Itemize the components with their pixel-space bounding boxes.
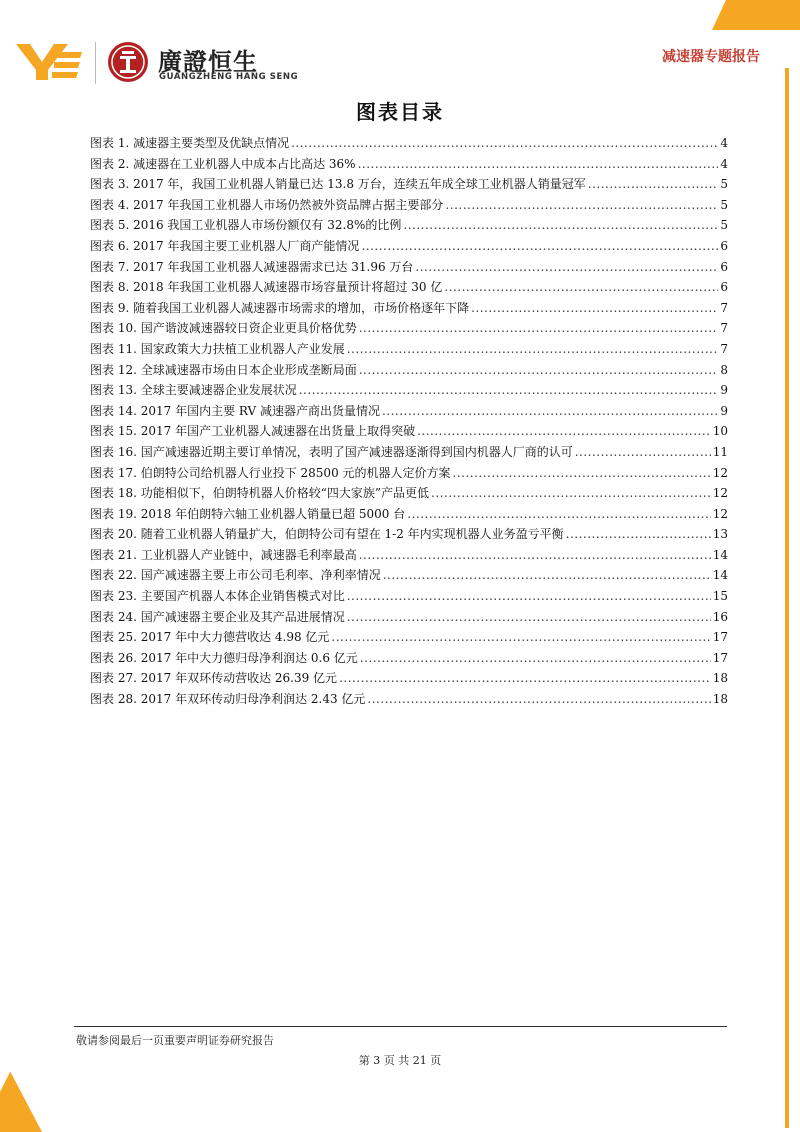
toc-entry-page: 6 [720, 238, 728, 253]
toc-entry-label: 图表 21. 工业机器人产业链中，减速器毛利率最高 [90, 547, 357, 562]
toc-entry[interactable] [90, 174, 728, 195]
toc-dot-leader [339, 668, 711, 689]
toc-entry-page: 14 [712, 547, 728, 562]
toc-dot-leader [471, 298, 718, 319]
toc-dot-leader [415, 257, 718, 278]
toc-entry[interactable] [90, 689, 728, 710]
toc-entry-label: 图表 15. 2017 年国产工业机器人减速器在出货量上取得突破 [90, 424, 416, 439]
logo-english-name: GUANGZHENG HANG SENG [159, 72, 299, 82]
toc-entry-label: 图表 19. 2018 年伯朗特六轴工业机器人销量已超 5000 台 [90, 506, 406, 521]
toc-entry[interactable] [90, 565, 728, 586]
toc-entry-label: 图表 12. 全球减速器市场由日本企业形成垄断局面 [90, 362, 357, 377]
toc-entry-page: 7 [720, 341, 728, 356]
toc-entry-page: 18 [712, 692, 728, 707]
toc-entry[interactable] [90, 298, 728, 319]
toc-dot-leader [299, 380, 719, 401]
toc-entry[interactable] [90, 627, 728, 648]
toc-entry-label: 图表 27. 2017 年双环传动营收达 26.39 亿元 [90, 671, 338, 686]
toc-entry-page: 4 [720, 156, 728, 171]
toc-entry-page: 16 [712, 609, 728, 624]
footer-divider [74, 1026, 727, 1027]
toc-entry-label: 图表 14. 2017 年国内主要 RV 减速器产商出货量情况 [90, 403, 380, 418]
toc-dot-leader [575, 442, 711, 463]
toc-entry-label: 图表 13. 全球主要减速器企业发展状况 [90, 383, 297, 398]
toc-entry-label: 图表 1. 减速器主要类型及优缺点情况 [90, 136, 290, 150]
toc-entry[interactable] [90, 318, 728, 339]
toc-entry[interactable] [90, 277, 728, 298]
toc-entry-label: 图表 9. 随着我国工业机器人减速器市场需求的增加，市场价格逐年下降 [90, 300, 470, 315]
toc-entry-label: 图表 20. 随着工业机器人销量扩大，伯朗特公司有望在 1-2 年内实现机器人业务盈亏平衡 [90, 527, 564, 542]
toc-list [90, 133, 728, 710]
toc-dot-leader [453, 463, 711, 484]
toc-dot-leader [403, 215, 718, 236]
toc-entry-label: 图表 28. 2017 年双环传动归母净利润达 2.43 亿元 [90, 692, 366, 707]
toc-entry-page: 17 [712, 650, 728, 665]
toc-entry[interactable] [90, 607, 728, 628]
toc-entry[interactable] [90, 236, 728, 257]
footer-disclaimer: 敬请参阅最后一页重要声明证券研究报告 [76, 1034, 274, 1047]
corner-accent-cut [712, 0, 726, 30]
toc-entry[interactable] [90, 586, 728, 607]
toc-entry[interactable] [90, 463, 728, 484]
toc-dot-leader [588, 174, 719, 195]
toc-entry[interactable] [90, 380, 728, 401]
toc-dot-leader [407, 504, 710, 525]
logo-chinese-name: 廣證恒生 [158, 48, 258, 76]
toc-entry-page: 11 [712, 444, 728, 459]
toc-entry-page: 17 [712, 630, 728, 645]
toc-entry-label: 图表 17. 伯朗特公司给机器人行业投下 28500 元的机器人定价方案 [90, 465, 451, 480]
toc-entry-label: 图表 4. 2017 年我国工业机器人市场仍然被外资品牌占据主要部分 [90, 197, 444, 212]
toc-entry-page: 7 [720, 321, 728, 336]
toc-entry[interactable] [90, 257, 728, 278]
toc-dot-leader [359, 360, 719, 381]
toc-dot-leader [431, 483, 711, 504]
toc-entry-page: 5 [720, 197, 728, 212]
ye-logo-icon [14, 40, 84, 84]
toc-dot-leader [359, 318, 719, 339]
toc-entry-page: 6 [720, 280, 728, 295]
footer-page-number: 第 3 页 共 21 页 [358, 1054, 442, 1067]
toc-dot-leader [360, 648, 711, 669]
right-accent-rule [785, 68, 789, 1128]
toc-entry-page: 13 [712, 527, 728, 542]
toc-entry-page: 6 [720, 259, 728, 274]
toc-entry-label: 图表 6. 2017 年我国主要工业机器人厂商产能情况 [90, 238, 360, 253]
toc-entry-page: 8 [720, 362, 728, 377]
toc-entry-page: 12 [712, 465, 728, 480]
toc-entry-page: 15 [712, 589, 728, 604]
toc-entry-label: 图表 16. 国产减速器近期主要订单情况，表明了国产减速器逐渐得到国内机器人厂商的认可 [90, 444, 573, 459]
toc-entry[interactable] [90, 133, 728, 154]
toc-entry-label: 图表 3. 2017 年，我国工业机器人销量已达 13.8 万台，连续五年成全球工业机器人销量冠军 [90, 177, 586, 192]
toc-entry-page: 5 [720, 177, 728, 192]
toc-dot-leader [291, 133, 718, 154]
toc-entry[interactable] [90, 154, 728, 175]
toc-entry[interactable] [90, 195, 728, 216]
toc-entry[interactable] [90, 401, 728, 422]
toc-dot-leader [367, 689, 710, 710]
toc-entry-page: 12 [712, 486, 728, 501]
toc-dot-leader [361, 236, 718, 257]
toc-dot-leader [347, 586, 711, 607]
toc-entry[interactable] [90, 545, 728, 566]
toc-dot-leader [444, 277, 718, 298]
toc-dot-leader [417, 421, 711, 442]
toc-entry-label: 图表 10. 国产谐波减速器较日资企业更具价格优势 [90, 321, 357, 336]
toc-entry-page: 10 [712, 424, 728, 439]
toc-entry[interactable] [90, 339, 728, 360]
toc-dot-leader [382, 401, 718, 422]
toc-entry-label: 图表 18. 功能相似下，伯朗特机器人价格较“四大家族”产品更低 [90, 486, 429, 501]
toc-entry-label: 图表 8. 2018 年我国工业机器人减速器市场容量预计将超过 30 亿 [90, 280, 443, 295]
toc-entry[interactable] [90, 668, 728, 689]
toc-entry-page: 9 [720, 403, 728, 418]
toc-entry-page: 14 [712, 568, 728, 583]
toc-entry[interactable] [90, 524, 728, 545]
toc-entry-page: 7 [720, 300, 728, 315]
toc-entry-label: 图表 24. 国产减速器主要企业及其产品进展情况 [90, 609, 345, 624]
logo-separator [95, 42, 96, 84]
toc-entry[interactable] [90, 421, 728, 442]
toc-entry-label: 图表 5. 2016 我国工业机器人市场份额仅有 32.8%的比例 [90, 218, 402, 233]
toc-entry[interactable] [90, 483, 728, 504]
toc-entry-page: 4 [720, 136, 728, 150]
toc-dot-leader [383, 565, 711, 586]
toc-entry[interactable] [90, 442, 728, 463]
toc-dot-leader [566, 524, 711, 545]
toc-entry-page: 9 [720, 383, 728, 398]
toc-entry[interactable] [90, 648, 728, 669]
toc-entry-page: 18 [712, 671, 728, 686]
toc-entry-label: 图表 7. 2017 年我国工业机器人减速器需求已达 31.96 万台 [90, 259, 414, 274]
toc-dot-leader [331, 627, 710, 648]
toc-entry-label: 图表 2. 减速器在工业机器人中成本占比高达 36% [90, 156, 356, 171]
toc-entry-page: 5 [720, 218, 728, 233]
toc-entry-label: 图表 23. 主要国产机器人本体企业销售模式对比 [90, 589, 345, 604]
toc-dot-leader [347, 607, 711, 628]
toc-entry-label: 图表 25. 2017 年中大力德营收达 4.98 亿元 [90, 630, 330, 645]
toc-dot-leader [359, 545, 711, 566]
toc-entry-page: 12 [712, 506, 728, 521]
toc-entry-label: 图表 26. 2017 年中大力德归母净利润达 0.6 亿元 [90, 650, 358, 665]
toc-entry[interactable] [90, 360, 728, 381]
company-seal-icon [106, 40, 150, 84]
toc-dot-leader [358, 154, 719, 175]
toc-dot-leader [347, 339, 719, 360]
toc-entry-label: 图表 22. 国产减速器主要上市公司毛利率、净利率情况 [90, 568, 381, 583]
toc-heading: 图表目录 [356, 100, 444, 124]
toc-entry[interactable] [90, 504, 728, 525]
toc-entry[interactable] [90, 215, 728, 236]
report-title: 减速器专题报告 [662, 49, 760, 65]
toc-dot-leader [445, 195, 718, 216]
toc-entry-label: 图表 11. 国家政策大力扶植工业机器人产业发展 [90, 341, 345, 356]
